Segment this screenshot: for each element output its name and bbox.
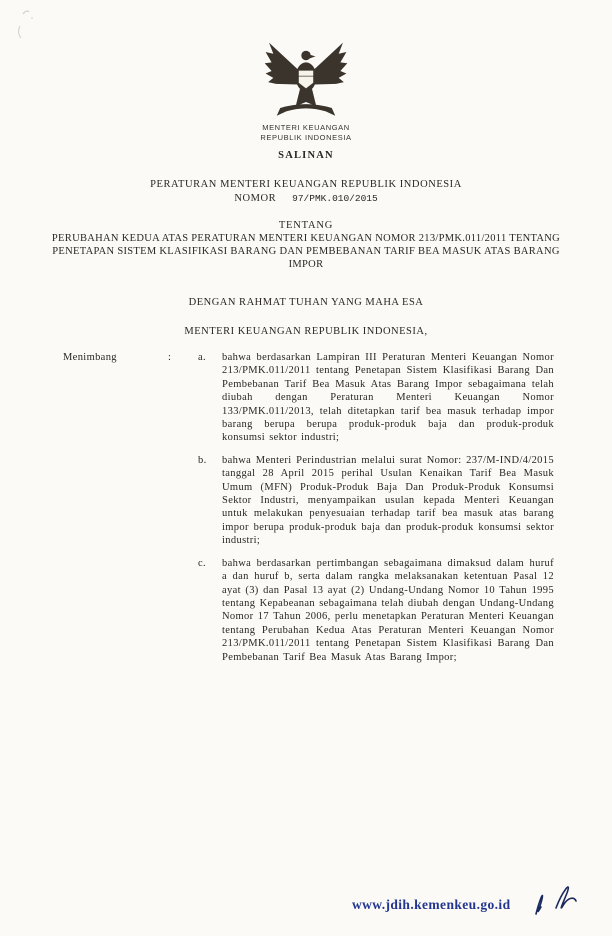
pen-mark [524,872,584,924]
nomor-value: 97/PMK.010/2015 [292,193,378,204]
menimbang-colon: : [168,352,172,363]
item-text: bahwa Menteri Perindustrian melalui surat Nomor: 237/M-IND/4/2015 tanggal 28 April 2015 perihal Usulan Kenaikan Tarif Bea Masuk Umum (MFN) Produk-Produk Baja Dan Produk-Produk Konsumsi Sektor Industri, menyampaikan usulan kepada Menteri Keuangan untuk melakukan penyesuaian terhadap tarif bea masuk atas barang impor berupa produk-produk baja dan produk-produk konsumsi sektor industri; [222,454,554,547]
consideration-item [198,557,554,664]
considerations-section [63,351,554,673]
tentang-label: TENTANG [278,220,334,231]
item-text: bahwa berdasarkan pertimbangan sebagaimana dimaksud dalam huruf a dan huruf b, serta dalam rangka melaksanakan ketentuan Pasal 12 ayat (3) dan Pasal 13 ayat (2) Undang-Undang Nomor 10 Tahun 1995 tentang Kepabeanan sebagaimana telah diubah dengan Undang-Undang Nomor 17 Tahun 2006, perlu menetapkan Peraturan Menteri Keuangan tentang Perubahan Kedua Atas Peraturan Menteri Keuangan Nomor 213/PMK.011/2011 tentang Penetapan Sistem Klasifikasi Barang Dan Pembebanan Tarif Bea Masuk Atas Barang Impor; [222,557,554,663]
consideration-item [198,351,554,445]
pencil-mark [16,8,38,44]
menimbang-label: Menimbang [63,352,117,363]
issuing-authority: MENTERI KEUANGAN REPUBLIK INDONESIA, [184,326,428,337]
regulation-subject: PERUBAHAN KEDUA ATAS PERATURAN MENTERI KEUANGAN NOMOR 213/PMK.011/2011 TENTANG PENETAPAN SISTEM KLASIFIKASI BARANG DAN PEMBEBANAN TARIF BEA MASUK ATAS BARANG IMPOR [51,233,561,270]
regulation-title: PERATURAN MENTERI KEUANGAN REPUBLIK INDONESIA [150,179,462,190]
ministry-country: REPUBLIK INDONESIA [260,132,352,142]
nomor-label: NOMOR [234,193,277,204]
item-text: bahwa berdasarkan Lampiran III Peraturan Menteri Keuangan Nomor 213/PMK.011/2011 tentang Penetapan Sistem Klasifikasi Barang Dan Pembebanan Tarif Bea Masuk Atas Barang Impor sebagaimana telah diubah dengan Peraturan Menteri Keuangan Nomor 133/PMK.011/2013, telah ditetapkan tarif bea masuk terhadap impor barang berupa berupa produk-produk baja dan produk-produk konsumsi sektor industri; [222,352,554,444]
consideration-item [198,454,554,548]
ministry-name: MENTERI KEUANGAN [262,123,350,132]
letterhead [0,123,612,142]
item-letter: c. [198,557,206,569]
salinan-label: SALINAN [278,150,334,161]
garuda-pancasila-emblem [263,34,349,120]
item-letter: a. [198,352,206,363]
regulation-number [0,193,612,204]
jdih-link[interactable]: www.jdih.kemenkeu.go.id [352,897,511,912]
invocation-line: DENGAN RAHMAT TUHAN YANG MAHA ESA [188,297,424,308]
considerations-list [198,351,554,673]
item-letter: b. [198,454,207,466]
